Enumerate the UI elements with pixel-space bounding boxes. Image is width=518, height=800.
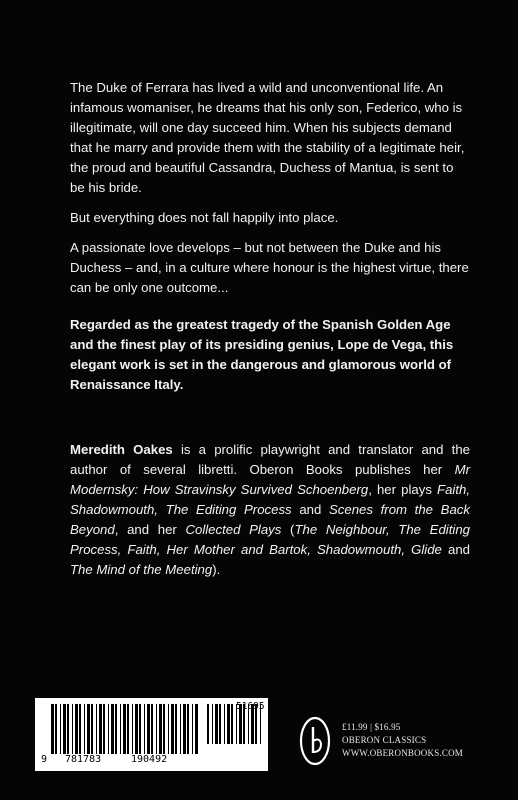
price-code: 51695 xyxy=(236,701,265,712)
price-text: £11.99 | $16.95 xyxy=(342,722,401,732)
bio-text: , and her xyxy=(114,522,186,537)
bio-text: ). xyxy=(212,562,221,577)
bio-title: Scenes from the Back Beyond xyxy=(70,502,470,537)
bio-text: ( xyxy=(281,522,295,537)
barcode-bar xyxy=(227,704,230,744)
blurb-highlight: Regarded as the greatest tragedy of the Spanish Golden Age and the finest play of its presiding genius, Lope de Vega, this elegant work is set in the dangerous and glamorous world of Renaissance Italy. xyxy=(70,317,454,392)
barcode-bar xyxy=(60,704,61,754)
barcode-bar xyxy=(183,704,186,754)
barcode-bar xyxy=(168,704,169,754)
barcode-bar xyxy=(123,704,126,754)
barcode-bar xyxy=(215,704,218,744)
barcode-bar xyxy=(139,704,141,754)
isbn-barcode xyxy=(35,698,268,771)
blurb xyxy=(70,78,470,405)
bio-title: Faith, Shadowmouth, The Editing Process xyxy=(70,482,470,517)
barcode-bar xyxy=(132,704,133,754)
bio-title: Mr Modernsky: How Stravinsky Survived Schoenberg xyxy=(70,462,470,497)
bio-title: The Neighbour, The Editing Process, Faith, Her Mother and Bartok, Shadowmouth, Glide xyxy=(70,522,470,557)
barcode-bar xyxy=(111,704,114,754)
barcode-bar xyxy=(195,704,198,754)
barcode-bar xyxy=(120,704,121,754)
barcode-bar xyxy=(75,704,78,754)
barcode-bar xyxy=(72,704,73,754)
bio-title: The Mind of the Meeting xyxy=(70,562,213,577)
barcode-bar xyxy=(171,704,174,754)
barcode-bar xyxy=(219,704,221,744)
website-link[interactable]: WWW.OBERONBOOKS.COM xyxy=(342,748,463,758)
barcode-bar xyxy=(192,704,193,754)
barcode-bar xyxy=(87,704,90,754)
bio-text: and xyxy=(291,502,329,517)
barcode-bar xyxy=(127,704,129,754)
barcode-bar xyxy=(147,704,150,754)
barcode-bar xyxy=(159,704,162,754)
barcode-bar xyxy=(151,704,153,754)
barcode-bar xyxy=(135,704,138,754)
bio-text: and xyxy=(441,542,471,557)
barcode-bar xyxy=(51,704,54,754)
author-bio-text xyxy=(70,440,470,580)
barcode-bar xyxy=(224,704,225,744)
barcode-bar xyxy=(175,704,177,754)
barcode-bar xyxy=(67,704,69,754)
barcode-bar xyxy=(91,704,93,754)
barcode-bar xyxy=(180,704,181,754)
isbn-group-1: 781783 xyxy=(65,754,102,765)
barcode-bar xyxy=(144,704,145,754)
blurb-paragraph-1: The Duke of Ferrara has lived a wild and unconventional life. An infamous womaniser, he dreams that his only son, Federico, who is illegitimate, will one day succeed him. When his subjects demand that he marry and provide them with the stability of a legitimate heir, the proud and beautiful Cassandra, Duchess of Mantua, is sent to be his bride. xyxy=(70,80,465,195)
publisher-info xyxy=(342,721,463,760)
barcode-bar xyxy=(55,704,57,754)
barcode-bar xyxy=(63,704,66,754)
barcode-bar xyxy=(79,704,81,754)
isbn-lead-digit: 9 xyxy=(41,754,48,765)
bio-text: , her plays xyxy=(368,482,438,497)
barcode-bar xyxy=(163,704,165,754)
barcode-bar xyxy=(103,704,105,754)
blurb-paragraph-3: A passionate love develops – but not between the Duke and his Duchess – and, in a culture where honour is the highest virtue, there can be only one outcome... xyxy=(70,240,469,295)
barcode-bar xyxy=(207,704,209,744)
author-name: Meredith Oakes xyxy=(70,442,173,457)
blurb-paragraph-2: But everything does not fall happily into place. xyxy=(70,210,339,225)
bio-text: is a prolific playwright and translator and the author of several libretti. Oberon Books publishes her xyxy=(70,442,470,477)
imprint-text: OBERON CLASSICS xyxy=(342,735,427,745)
bio-title: Collected Plays xyxy=(185,522,282,537)
isbn-digits xyxy=(35,754,268,768)
barcode-bar xyxy=(108,704,109,754)
barcode-bar xyxy=(96,704,97,754)
barcode-bar xyxy=(212,704,213,744)
oberon-b-logo-icon xyxy=(298,715,332,767)
barcode-bar xyxy=(99,704,102,754)
barcode-bar xyxy=(187,704,189,754)
isbn-group-2: 190492 xyxy=(131,754,168,765)
barcode-bar xyxy=(115,704,117,754)
barcode-bar xyxy=(156,704,157,754)
author-bio xyxy=(70,440,470,580)
barcode-bar xyxy=(84,704,85,754)
barcode-bar xyxy=(231,704,233,744)
